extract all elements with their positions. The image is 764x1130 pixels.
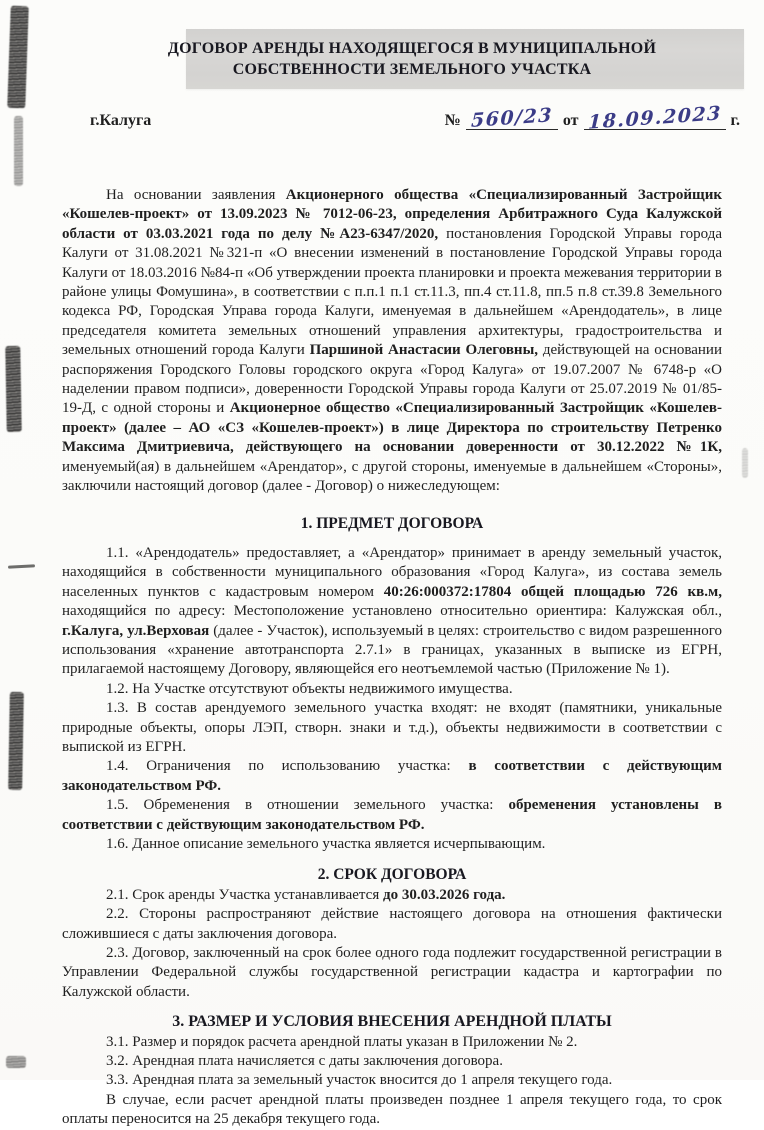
bold-text-run: г.Калуга, ул.Верховая xyxy=(62,622,210,639)
text-run: 2.2. Стороны распространяют действие настоящего договора на отношения фактически сложившиеся с даты заключения договора. xyxy=(62,906,722,942)
text-run: 2.1. Срок аренды Участка устанавливается xyxy=(106,886,383,903)
text-run: находящийся по адресу: Местоположение установлено относительно ориентира: Калужская обл., xyxy=(62,603,722,620)
bold-text-run: до 30.03.2026 года. xyxy=(382,886,506,903)
clause-1-5 xyxy=(62,796,722,835)
document-date-field xyxy=(584,102,726,134)
clause-3-1 xyxy=(62,1033,722,1052)
text-run: 2.3. Договор, заключенный на срок более одного года подлежит государственной регистрации в Управлении Федеральной службы государственной регистрации кадастра и картографии по Калужской области. xyxy=(62,945,722,1000)
contract-body xyxy=(62,186,722,1130)
section-3-heading: 3. РАЗМЕР И УСЛОВИЯ ВНЕСЕНИЯ АРЕНДНОЙ ПЛАТЫ xyxy=(172,1013,612,1031)
text-run: 3.3. Арендная плата за земельный участок вносится до 1 апреля текущего года. xyxy=(106,1072,613,1089)
text-run: На основании заявления xyxy=(106,187,286,203)
text-run: 1.1. «Арендодатель» предоставляет, а «Арендатор» принимает в аренду земельный участок, находящийся в собственности муниципального образования «Город Калуга», из состава земель населенных пунктов с кадастровым номером xyxy=(62,544,722,600)
scan-artifact xyxy=(8,564,35,568)
preamble-paragraph xyxy=(62,186,722,497)
clause-2-1 xyxy=(62,886,722,905)
bold-text-run: 40:26:000372:17804 общей площадью 726 кв.м, xyxy=(383,583,722,600)
scan-artifact xyxy=(14,116,23,186)
place-date-row xyxy=(90,102,740,134)
clause-1-2 xyxy=(62,680,722,699)
text-run: В случае, если расчет арендной платы произведен позднее 1 апреля текущего года, то срок оплаты переносится на 25 декабря текущего года. xyxy=(62,1091,722,1128)
year-abbrev: г. xyxy=(730,112,740,129)
section-1-heading: 1. ПРЕДМЕТ ДОГОВОРА xyxy=(300,514,484,532)
text-run: 3.2. Арендная плата начисляется с даты заключения договора. xyxy=(106,1053,503,1070)
number-sign: № xyxy=(444,112,461,129)
clause-2-2 xyxy=(62,905,722,944)
clause-1-6 xyxy=(62,835,722,854)
document-title: ДОГОВОР АРЕНДЫ НАХОДЯЩЕГОСЯ В МУНИЦИПАЛЬНОЙ СОБСТВЕННОСТИ ЗЕМЕЛЬНОГО УЧАСТКА xyxy=(167,40,657,78)
clause-1-1 xyxy=(62,544,722,680)
handwritten-number: 560/23 xyxy=(470,104,554,132)
clause-1-3 xyxy=(62,699,722,757)
scan-artifact xyxy=(5,346,21,432)
document-number-field xyxy=(466,106,558,130)
bold-text-run: Акционерного общества «Специализированный Застройщик «Кошелев-проект» от 13.09.2023 № 7012-06-23, определения Арбитражного Суда Калужской области от 03.03.2021 года по делу №А23-6347/2020, xyxy=(62,187,722,242)
text-run: 1.3. В состав арендуемого земельного участка входят: не входят (памятники, уникальные природные объекты, опоры ЛЭП, створн. знаки и т.д.), объекты недвижимости в соответствии с выпиской из ЕГРН. xyxy=(62,700,722,755)
text-run: 3.1. Размер и порядок расчета арендной платы указан в Приложении № 2. xyxy=(106,1033,578,1050)
text-run: именуемый(ая) в дальнейшем «Арендатор», с другой стороны, именуемые в дальнейшем «Стороны», заключили настоящий договор (далее - Договор) о нижеследующем: xyxy=(62,458,722,495)
clause-3-3-note xyxy=(62,1091,722,1130)
handwritten-date: 18.09.2023 xyxy=(587,102,722,134)
scan-artifact xyxy=(742,448,748,478)
scan-artifact xyxy=(8,692,24,790)
clause-2-3 xyxy=(62,944,722,1002)
text-run: (далее - Участок), используемый в целях: строительство с видом разрешенного использования «хранение автотранспорта 2.7.1» в границах, указанных в выписке из ЕГРН, прилагаемой настоящему Договору, являющейся его неотъемлемой частью (Приложение № 1). xyxy=(62,622,722,678)
scan-artifact xyxy=(6,1056,26,1068)
text-run: 1.5. Обременения в отношении земельного участка: xyxy=(106,797,509,814)
bold-text-run: в соответствии с действующим законодательством РФ. xyxy=(62,758,722,794)
text-run: постановления Городской Управы города Калуги от 31.08.2021 №321-п «О внесении изменений в постановление Городской Управы города Калуги от 18.03.2016 №84-п «Об утверждении проекта планировки и проекта межевания территории в районе улицы Фомушина», в соответствии с п.п.1 п.1 ст.11.3, пп.4 ст.11.8, пп.5 п.8 ст.39.8 Земельного кодекса РФ, Городская Управа города Калуги, именуемая в дальнейшем «Арендодатель», в лице председателя комитета земельных отношений управления архитектуры, градостроительства и земельных отношений города Калуги xyxy=(62,225,722,359)
scan-artifact xyxy=(7,6,29,109)
bold-text-run: Акционерное общество «Специализированный Застройщик «Кошелев-проект» (далее – АО «СЗ «Кошелев-проект») в лице Директора по строительству Петренко Максима Дмитриевича, действующего на основании доверенности от 30.12.2022 №1К, xyxy=(62,400,722,456)
bold-text-run: обременения установлены в соответствии с действующим законодательством РФ. xyxy=(62,797,722,833)
date-preposition: от xyxy=(562,112,579,129)
document-number-line xyxy=(444,102,740,134)
clause-1-4 xyxy=(62,757,722,796)
document-city: г.Калуга xyxy=(90,112,152,129)
text-run: 1.4. Ограничения по использованию участка: xyxy=(106,758,469,775)
clause-3-3 xyxy=(62,1071,722,1090)
clause-3-2 xyxy=(62,1052,722,1071)
section-2-heading: 2. СРОК ДОГОВОРА xyxy=(317,866,467,884)
text-run: действующей на основании распоряжения Городского Головы городского округа «Город Калуга» от 19.07.2007 № 6748-р «О наделении правом подписи», доверенности Городской Управы города Калуги от 25.07.2019 № 01/85-19-Д, с одной стороны и xyxy=(62,342,722,417)
bold-text-run: Паршиной Анастасии Олеговны, xyxy=(309,342,539,359)
text-run: 1.2. На Участке отсутствуют объекты недвижимого имущества. xyxy=(106,680,513,697)
text-run: 1.6. Данное описание земельного участка является исчерпывающим. xyxy=(106,836,546,852)
